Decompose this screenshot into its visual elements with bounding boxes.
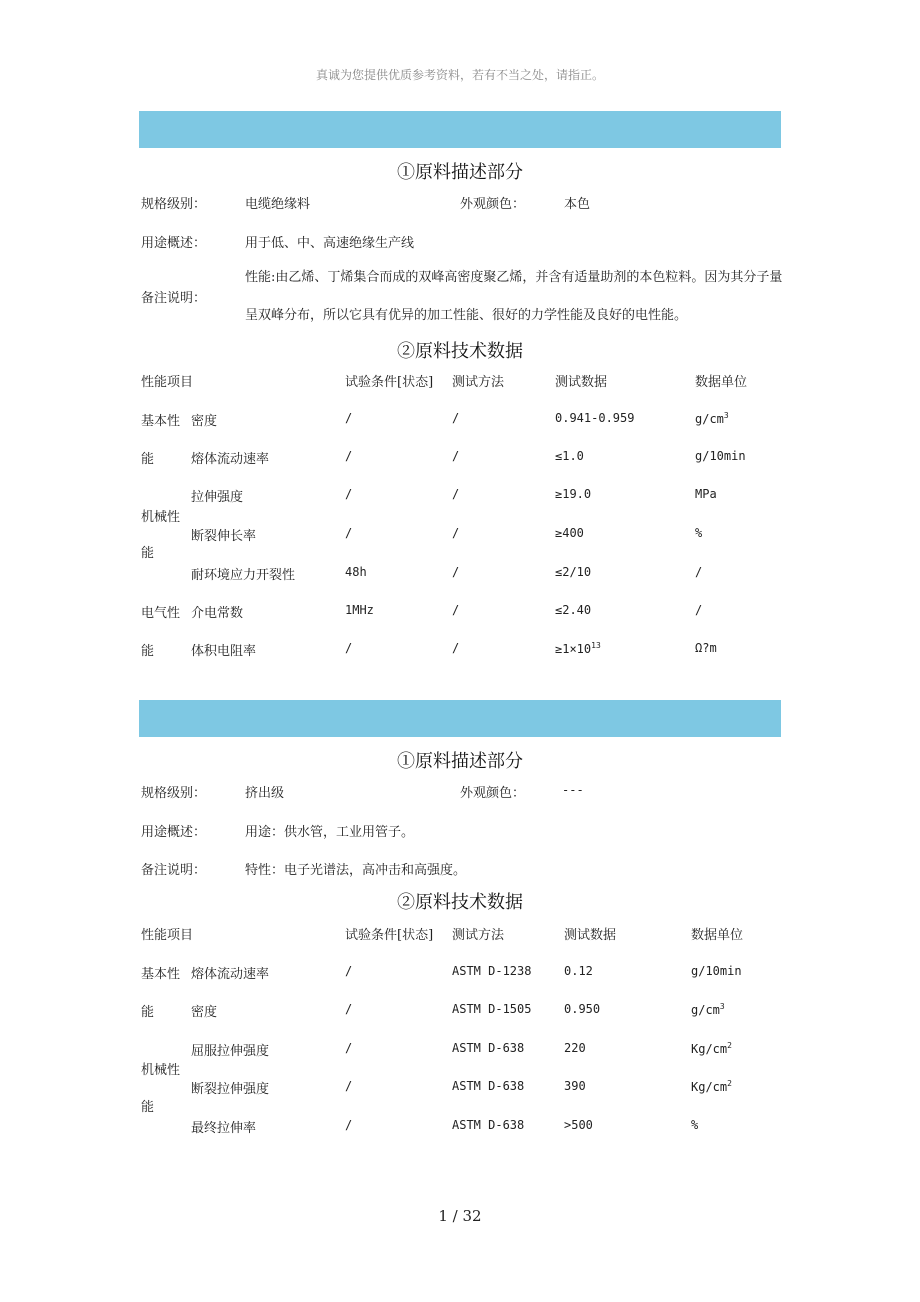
row-method: ASTM D-638 (452, 1079, 525, 1093)
row-unit: MPa (695, 487, 717, 501)
row-method: / (452, 449, 460, 463)
unit-superscript: 3 (719, 1002, 725, 1011)
group-mechanical-line1: 机械性 (141, 510, 181, 525)
row-condition: / (345, 1118, 353, 1132)
row-value: ≤2/10 (555, 565, 592, 579)
group-basic-line2: 能 (141, 452, 155, 467)
group-basic-line2: 能 (141, 1005, 155, 1020)
header-condition: 试验条件[状态] (345, 928, 434, 943)
header-note: 真诚为您提供优质参考资料，若有不当之处，请指正。 (315, 68, 604, 82)
row-condition: 48h (345, 565, 367, 579)
usage-label: 用途概述： (141, 236, 207, 251)
row-value: ≥19.0 (555, 487, 592, 501)
remark-value: 性能:由乙烯、丁烯集合而成的双峰高密度聚乙烯，并含有适量助剂的本色粒料。因为其分子量呈双峰分布，所以它具有优异的加工性能、很好的力学性能及良好的电性能。 (245, 270, 783, 323)
row-value: 390 (564, 1079, 586, 1093)
header-method: 测试方法 (452, 375, 505, 390)
row-value: 220 (564, 1041, 586, 1055)
row-method: / (452, 603, 460, 617)
header-condition: 试验条件[状态] (345, 375, 434, 390)
usage-value: 用途：供水管，工业用管子。 (245, 825, 415, 840)
description-title: ①原料描述部分 (397, 751, 523, 772)
value-text: ≥1×10 (555, 642, 592, 656)
row-value: ≤1.0 (555, 449, 584, 463)
row-method: / (452, 565, 460, 579)
row-unit (695, 411, 729, 426)
row-method: / (452, 487, 460, 501)
usage-label: 用途概述： (141, 825, 207, 840)
row-unit (691, 1079, 732, 1094)
group-electrical-line2: 能 (141, 644, 155, 659)
unit-superscript: 3 (723, 411, 729, 420)
unit-superscript: 2 (727, 1041, 732, 1050)
row-unit (691, 1002, 725, 1017)
page-number: 1 / 32 (438, 1207, 482, 1225)
group-basic-line1: 基本性 (141, 414, 181, 429)
row-item: 断裂拉伸强度 (191, 1082, 270, 1097)
group-basic-line1: 基本性 (141, 967, 181, 982)
header-value: 测试数据 (564, 928, 617, 943)
section-band (139, 111, 781, 148)
row-value: 0.12 (564, 964, 593, 978)
usage-value: 用于低、中、高速绝缘生产线 (245, 236, 415, 251)
row-value: 0.950 (564, 1002, 601, 1016)
row-item: 熔体流动速率 (191, 967, 270, 982)
row-condition: / (345, 1079, 353, 1093)
row-condition: / (345, 449, 353, 463)
row-condition: / (345, 411, 353, 425)
unit-text: g/cm (695, 412, 724, 426)
row-item: 熔体流动速率 (191, 452, 270, 467)
row-method: / (452, 411, 460, 425)
row-condition: 1MHz (345, 603, 374, 617)
row-unit: % (691, 1118, 699, 1132)
row-item: 密度 (191, 414, 218, 429)
tech-data-title: ②原料技术数据 (397, 341, 523, 362)
value-superscript: 13 (591, 641, 601, 650)
row-method: ASTM D-1505 (452, 1002, 532, 1016)
remark-value: 特性：电子光谱法，高冲击和高强度。 (245, 863, 467, 878)
row-condition: / (345, 1041, 353, 1055)
row-unit: g/10min (695, 449, 746, 463)
row-value: >500 (564, 1118, 593, 1132)
unit-text: g/cm (691, 1003, 720, 1017)
row-item: 拉伸强度 (191, 490, 244, 505)
row-unit: g/10min (691, 964, 742, 978)
row-condition: / (345, 1002, 353, 1016)
row-value: 0.941-0.959 (555, 411, 635, 425)
header-unit: 数据单位 (691, 928, 744, 943)
color-label: 外观颜色： (460, 197, 526, 212)
tech-data-title: ②原料技术数据 (397, 892, 523, 913)
row-method: ASTM D-638 (452, 1118, 525, 1132)
grade-label: 规格级别： (141, 197, 207, 212)
grade-value: 电缆绝缘料 (245, 197, 311, 212)
row-item: 屈服拉伸强度 (191, 1044, 270, 1059)
row-unit: / (695, 603, 703, 617)
row-value (555, 641, 601, 656)
grade-value: 挤出级 (245, 786, 285, 801)
remark-label: 备注说明： (141, 291, 207, 306)
unit-text: Kg/cm (691, 1080, 728, 1094)
row-unit: % (695, 526, 703, 540)
header-item: 性能项目 (141, 375, 194, 390)
header-method: 测试方法 (452, 928, 505, 943)
grade-label: 规格级别： (141, 786, 207, 801)
row-method: ASTM D-638 (452, 1041, 525, 1055)
row-condition: / (345, 641, 353, 655)
remark-label: 备注说明： (141, 863, 207, 878)
group-mechanical-line2: 能 (141, 1100, 155, 1115)
row-item: 最终拉伸率 (191, 1121, 257, 1136)
row-unit: / (695, 565, 703, 579)
header-value: 测试数据 (555, 375, 608, 390)
row-unit (691, 1041, 732, 1056)
color-value: 本色 (564, 197, 591, 212)
row-item: 体积电阻率 (191, 644, 257, 659)
header-item: 性能项目 (141, 928, 194, 943)
row-condition: / (345, 487, 353, 501)
row-method: / (452, 526, 460, 540)
row-item: 介电常数 (191, 606, 244, 621)
color-label: 外观颜色： (460, 786, 526, 801)
row-condition: / (345, 526, 353, 540)
row-item: 断裂伸长率 (191, 529, 257, 544)
row-method: / (452, 641, 460, 655)
row-item: 耐环境应力开裂性 (191, 568, 296, 583)
unit-superscript: 2 (727, 1079, 732, 1088)
description-title: ①原料描述部分 (397, 162, 523, 183)
group-mechanical-line1: 机械性 (141, 1063, 181, 1078)
row-method: ASTM D-1238 (452, 964, 532, 978)
unit-text: Kg/cm (691, 1042, 728, 1056)
color-value: --- (562, 783, 584, 797)
row-value: ≤2.40 (555, 603, 592, 617)
group-electrical-line1: 电气性 (141, 606, 181, 621)
row-unit: Ω?m (695, 641, 717, 655)
row-condition: / (345, 964, 353, 978)
row-value: ≥400 (555, 526, 584, 540)
header-unit: 数据单位 (695, 375, 748, 390)
group-mechanical-line2: 能 (141, 546, 155, 561)
row-item: 密度 (191, 1005, 218, 1020)
section-band (139, 700, 781, 737)
